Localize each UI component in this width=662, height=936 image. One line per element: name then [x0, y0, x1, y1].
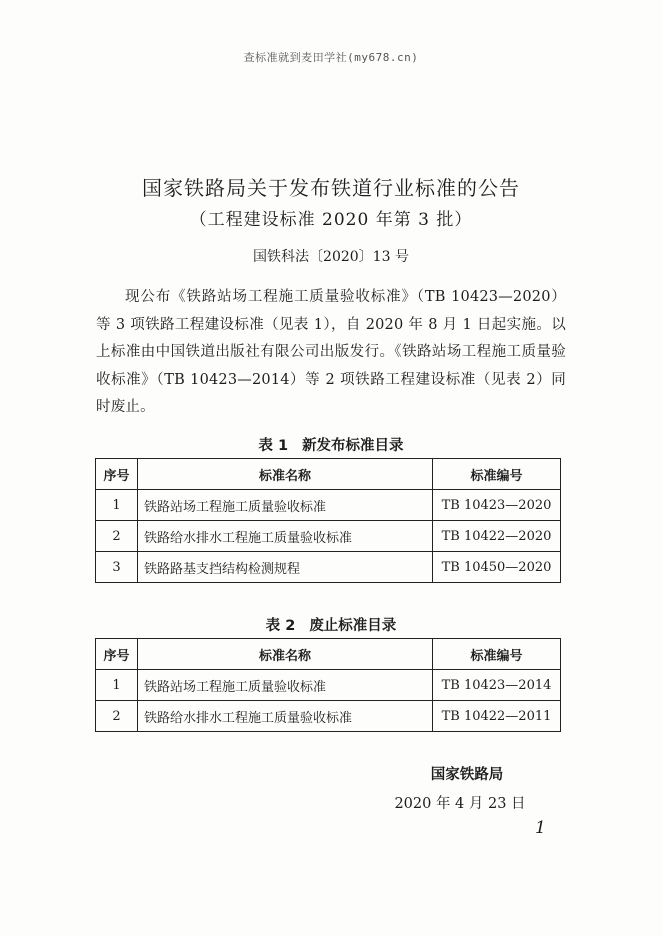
document-number: 国铁科法〔2020〕13 号: [253, 249, 409, 265]
cell-seq: 1: [96, 490, 138, 521]
watermark-header: 查标准就到麦田学社(my678.cn): [243, 51, 419, 64]
cell-name: 铁路给水排水工程施工质量验收标准: [138, 701, 433, 732]
table1-caption: [0, 434, 662, 455]
new-standards-table: [95, 458, 561, 583]
cell-name: 铁路站场工程施工质量验收标准: [138, 670, 433, 701]
table1-caption-number: 表 1: [258, 438, 289, 454]
table-header-row: [96, 639, 561, 670]
cell-name: 铁路站场工程施工质量验收标准: [138, 490, 433, 521]
column-header-seq: 序号: [96, 639, 138, 670]
cell-code: TB 10423—2014: [433, 670, 561, 701]
cell-code: TB 10423—2020: [433, 490, 561, 521]
column-header-name: 标准名称: [138, 639, 433, 670]
cell-code: TB 10450—2020: [433, 552, 561, 583]
cell-seq: 1: [96, 670, 138, 701]
cell-code: TB 10422—2020: [433, 521, 561, 552]
table2-caption: [0, 614, 662, 635]
table-row: [96, 701, 561, 732]
table-row: [96, 552, 561, 583]
table2-caption-number: 表 2: [265, 618, 296, 634]
column-header-code: 标准编号: [433, 639, 561, 670]
column-header-seq: 序号: [96, 459, 138, 490]
cell-code: TB 10422—2011: [433, 701, 561, 732]
page-number: 1: [535, 818, 546, 838]
column-header-name: 标准名称: [138, 459, 433, 490]
abolished-standards-table: [95, 638, 561, 732]
table2-caption-text: 废止标准目录: [309, 618, 397, 634]
issuer-signature: 国家铁路局: [430, 767, 504, 783]
table-row: [96, 521, 561, 552]
table-row: [96, 670, 561, 701]
table-header-row: [96, 459, 561, 490]
issue-date: 2020 年 4 月 23 日: [394, 796, 526, 812]
cell-seq: 2: [96, 521, 138, 552]
cell-seq: 2: [96, 701, 138, 732]
cell-name: 铁路给水排水工程施工质量验收标准: [138, 521, 433, 552]
table-row: [96, 490, 561, 521]
column-header-code: 标准编号: [433, 459, 561, 490]
document-title: 国家铁路局关于发布铁道行业标准的公告: [142, 176, 520, 200]
cell-seq: 3: [96, 552, 138, 583]
document-subtitle: （工程建设标准 2020 年第 3 批）: [189, 210, 473, 230]
cell-name: 铁路路基支挡结构检测规程: [138, 552, 433, 583]
table1-caption-text: 新发布标准目录: [302, 438, 404, 454]
announcement-body: 现公布《铁路站场工程施工质量验收标准》（TB 10423—2020）等 3 项铁路工程建设标准（见表 1），自 2020 年 8 月 1 日起实施。以上标准由中国铁道出版社有限公司出版发行。《铁路站场工程施工质量验收标准》（TB 10423—2014）等 2 项铁路工程建设标准（见表 2）同时废止。: [96, 289, 566, 415]
